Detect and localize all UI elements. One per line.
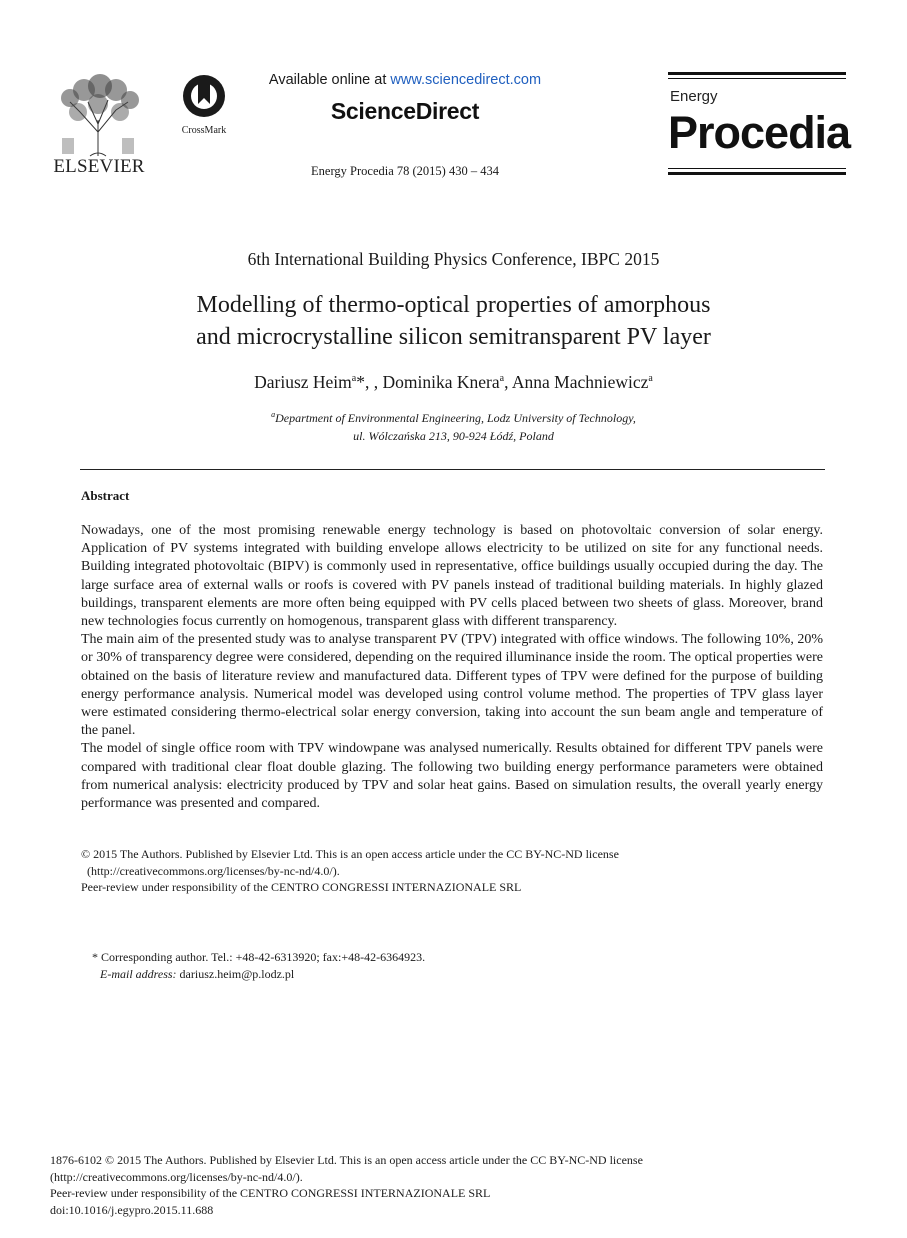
author-affiliation-sup: a — [499, 373, 505, 385]
abstract-body — [81, 522, 823, 813]
author-name: Dominika Knera — [382, 372, 500, 392]
logo-rule-top-1 — [668, 72, 846, 75]
author-separator: , , — [365, 372, 383, 392]
journal-logo-main: Procedia — [668, 107, 851, 158]
logo-rule-bottom-1 — [668, 168, 846, 169]
conference-name: 6th International Building Physics Conference, IBPC 2015 — [247, 249, 660, 269]
corresponding-mark: * — [356, 372, 365, 392]
license-notice — [81, 846, 823, 896]
available-online-prefix: Available online at — [268, 72, 387, 88]
section-divider — [80, 469, 825, 470]
paper-title-line2: and microcrystalline silicon semitransparent PV layer — [196, 324, 711, 350]
author-name: Dariusz Heim — [254, 372, 352, 392]
sciencedirect-link[interactable]: www.sciencedirect.com — [390, 72, 542, 88]
license-paren-open: ( — [87, 863, 91, 878]
affiliation-line1: Department of Environmental Engineering, Lodz University of Technology, — [275, 411, 636, 425]
correspondence-note — [92, 949, 812, 982]
journal-logo-top: Energy — [670, 88, 718, 105]
journal-reference: Energy Procedia 78 (2015) 430 – 434 — [311, 164, 499, 178]
footer-line3: Peer-review under responsibility of the CENTRO CONGRESSI INTERNAZIONALE SRL — [50, 1186, 491, 1200]
affiliation-sup: a — [271, 410, 276, 419]
email-link[interactable]: dariusz.heim@p.lodz.pl — [179, 966, 295, 981]
paper-title — [60, 289, 847, 353]
footer-line1: 1876-6102 © 2015 The Authors. Published by Elsevier Ltd. This is an open access article under the CC BY-NC-ND license — [50, 1153, 643, 1167]
logo-rule-bottom-2 — [668, 172, 846, 175]
available-online — [200, 72, 610, 88]
author-affiliation-sup: a — [351, 373, 357, 385]
doi: doi:10.1016/j.egypro.2015.11.688 — [50, 1202, 214, 1217]
abstract-paragraph: The main aim of the presented study was to analyse transparent PV (TPV) integrated with office windows. The following 10%, 20% or 30% of transparency degree were considered, depending on the required illuminance inside the room. The optical properties were obtained on the basis of literature review and manufactured data. Different types of TPV were defined for the purpose of building energy performance analysis. Numerical model was developed using control volume method. The properties of TPV glass layer were estimated considering thermo-electrical solar energy conversion, taking into account the sun beam angle and temperature of the panel. — [81, 632, 823, 739]
author-affiliation-sup: a — [648, 373, 653, 385]
abstract-paragraph: Nowadays, one of the most promising renewable energy technology is based on photovoltaic conversion of solar energy. Application of PV systems integrated with building envelope allows electricity to be utilized on site for any functional needs. Building integrated photovoltaic (BIPV) is commonly used in representative, office buildings usually occupied during the day. The large surface area of external walls or roofs is covered with PV panels instead of traditional building materials. In highly glazed buildings, transparent elements are more often being equipped with PV cells placed between two sheets of glass. Moreover, brand new technologies focus currently on homogenous, transparent glass with different transparency. — [81, 523, 823, 630]
abstract-heading: Abstract — [81, 488, 130, 503]
license-link[interactable]: http://creativecommons.org/licenses/by-nc-nd/4.0/ — [91, 863, 333, 878]
footer-license-link[interactable]: http://creativecommons.org/licenses/by-nc-nd/4.0/ — [54, 1169, 296, 1184]
abstract-paragraph: The model of single office room with TPV windowpane was analysed numerically. Results obtained for different TPV panels were compared with traditional clear float double glazing. The following two building energy performance parameters were obtained from numerical analysis: electricity produced by TPV and solar heat gains. Based on simulation results, the overall yearly energy performance was presented and compared. — [81, 741, 823, 812]
author-list — [0, 372, 907, 393]
author-name: Anna Machniewicz — [511, 372, 649, 392]
license-paren-close: ). — [332, 863, 340, 878]
journal-logo — [668, 72, 851, 178]
logo-rule-top-2 — [668, 78, 846, 79]
footer-paren-close: ). — [295, 1169, 303, 1184]
license-line3: Peer-review under responsibility of the CENTRO CONGRESSI INTERNAZIONALE SRL — [81, 880, 522, 894]
page-footer — [50, 1152, 860, 1218]
footer-paren-open: ( — [50, 1169, 54, 1184]
paper-title-line1: Modelling of thermo-optical properties of amorphous — [196, 292, 711, 318]
affiliation-line2: ul. Wólczańska 213, 90-924 Łódź, Poland — [353, 429, 554, 443]
license-line1: © 2015 The Authors. Published by Elsevier Ltd. This is an open access article under the CC BY-NC-ND license — [81, 847, 619, 861]
publisher-logo-text: ELSEVIER — [53, 156, 145, 177]
correspondence-line: * Corresponding author. Tel.: +48-42-6313920; fax:+48-42-6364923. — [92, 950, 426, 964]
platform-title: ScienceDirect — [330, 98, 480, 124]
crossmark-label: CrossMark — [181, 125, 227, 136]
author-separator: , — [504, 372, 512, 392]
email-label: E-mail address: — [100, 966, 177, 981]
affiliation — [0, 406, 907, 445]
